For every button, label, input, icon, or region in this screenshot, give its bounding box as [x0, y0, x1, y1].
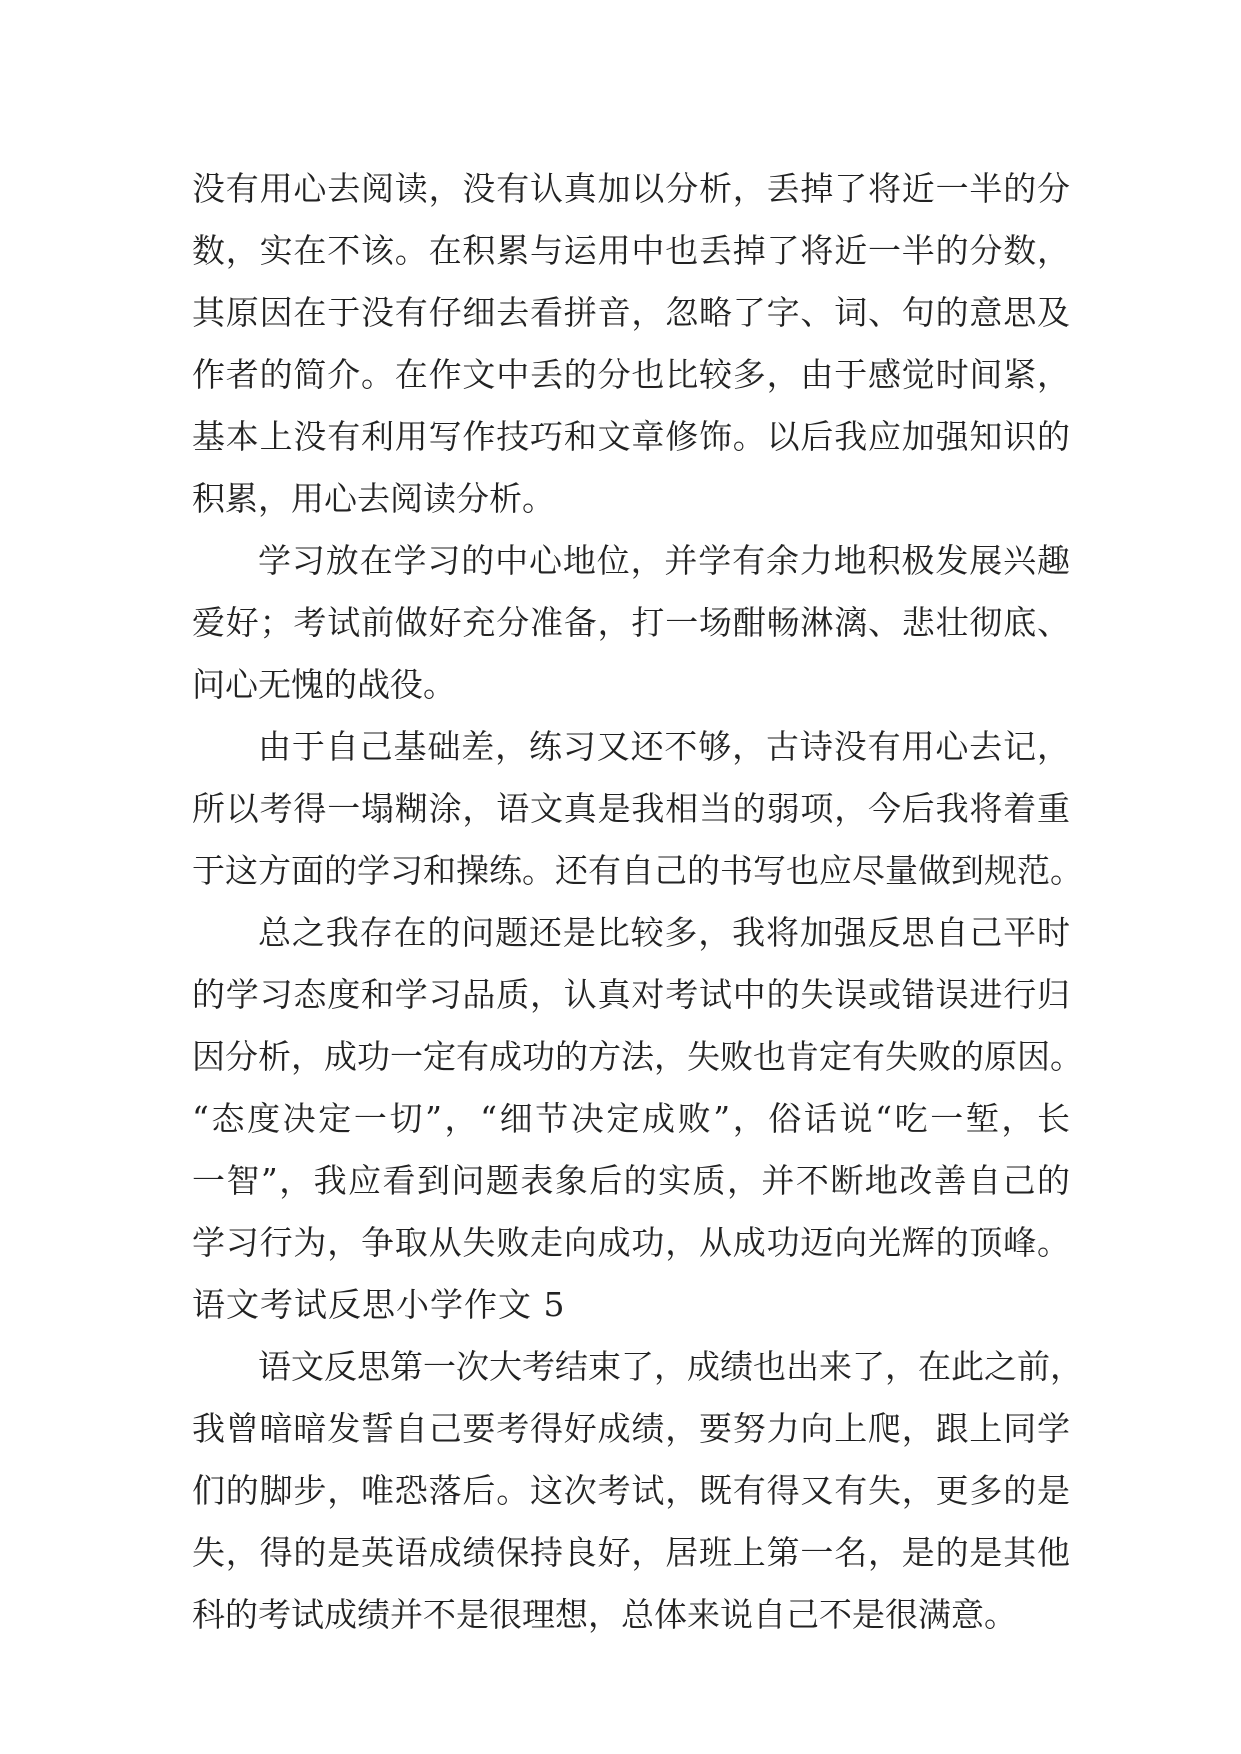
text-line: 因分析，成功一定有成功的方法，失败也肯定有失败的原因。: [192, 1037, 1083, 1076]
text-line: 作者的简介。在作文中丢的分也比较多，由于感觉时间紧，: [192, 355, 1070, 394]
text-line: 于这方面的学习和操练。还有自己的书写也应尽量做到规范。: [192, 851, 1083, 890]
text-line: 学习行为，争取从失败走向成功，从成功迈向光辉的顶峰。: [192, 1223, 1070, 1262]
text-line: 语文反思第一次大考结束了，成绩也出来了，在此之前，: [258, 1347, 1083, 1386]
text-line: 所以考得一塌糊涂，语文真是我相当的弱项，今后我将着重: [192, 789, 1070, 828]
text-line: 由于自己基础差，练习又还不够，古诗没有用心去记，: [258, 727, 1070, 766]
text-line: 爱好；考试前做好充分准备，打一场酣畅淋漓、悲壮彻底、: [192, 603, 1070, 642]
text-line: “态度决定一切”，“细节决定成败”，俗话说“吃一堑，长: [192, 1099, 1070, 1138]
text-line: 基本上没有利用写作技巧和文章修饰。以后我应加强知识的: [192, 417, 1070, 456]
text-line: 其原因在于没有仔细去看拼音，忽略了字、词、句的意思及: [192, 293, 1070, 332]
section-heading: 语文考试反思小学作文 5: [192, 1285, 566, 1324]
document-body: [192, 158, 1083, 1646]
text-line: 总之我存在的问题还是比较多，我将加强反思自己平时: [258, 913, 1070, 952]
text-line: 我曾暗暗发誓自己要考得好成绩，要努力向上爬，跟上同学: [192, 1409, 1070, 1448]
text-line: 数，实在不该。在积累与运用中也丢掉了将近一半的分数，: [192, 231, 1070, 270]
text-line: 学习放在学习的中心地位，并学有余力地积极发展兴趣: [258, 541, 1070, 580]
text-line: 们的脚步，唯恐落后。这次考试，既有得又有失，更多的是: [192, 1471, 1070, 1510]
text-line: 问心无愧的战役。: [192, 665, 456, 704]
text-line: 没有用心去阅读，没有认真加以分析，丢掉了将近一半的分: [192, 169, 1070, 208]
text-line: 科的考试成绩并不是很理想，总体来说自己不是很满意。: [192, 1595, 1017, 1634]
text-line: 积累，用心去阅读分析。: [192, 479, 555, 518]
text-line: 的学习态度和学习品质，认真对考试中的失误或错误进行归: [192, 975, 1070, 1014]
text-line: 一智”，我应看到问题表象后的实质，并不断地改善自己的: [192, 1161, 1070, 1200]
text-line: 失，得的是英语成绩保持良好，居班上第一名，是的是其他: [192, 1533, 1070, 1572]
